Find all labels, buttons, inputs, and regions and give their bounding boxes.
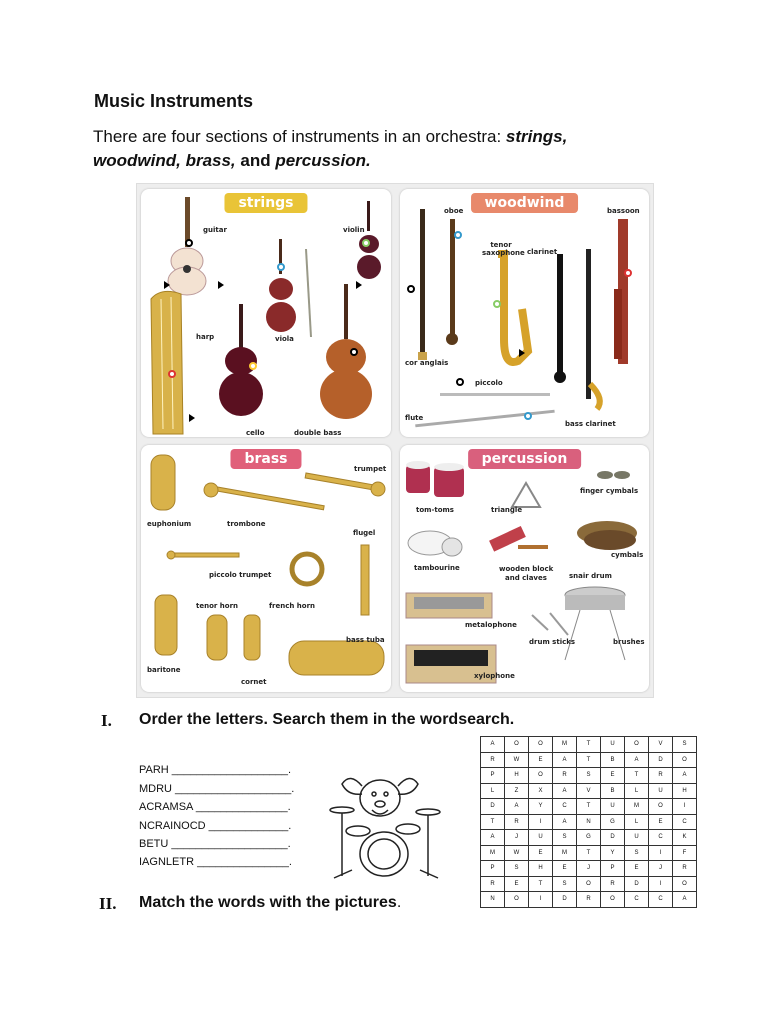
wordsearch-cell[interactable]: E [529, 752, 553, 768]
wordsearch-cell[interactable]: A [625, 752, 649, 768]
strings-panel [141, 189, 391, 437]
strings-tag: strings [224, 193, 307, 213]
wordsearch-cell[interactable]: A [673, 768, 697, 784]
wordsearch-cell[interactable]: I [649, 845, 673, 861]
label-bass-tuba: bass tuba [346, 636, 385, 644]
viola-image [266, 239, 311, 337]
wordsearch-cell[interactable]: U [601, 799, 625, 815]
wordsearch-cell[interactable]: S [673, 737, 697, 753]
label-tenor-saxophone: tenor saxophone [482, 241, 525, 257]
label-bass-clarinet: bass clarinet [565, 420, 616, 428]
double-bass-image [320, 284, 372, 419]
triangle-image [512, 483, 540, 507]
brass-panel [141, 445, 391, 692]
wordsearch-cell[interactable]: H [529, 861, 553, 877]
tenor-horn-image [207, 615, 227, 660]
wordsearch-cell[interactable]: M [553, 845, 577, 861]
wordsearch-cell[interactable]: R [577, 892, 601, 908]
wordsearch-cell[interactable]: A [481, 737, 505, 753]
woodwind-tag: woodwind [471, 193, 579, 213]
cello-image [219, 304, 263, 416]
wordsearch-cell[interactable]: E [601, 768, 625, 784]
wordsearch-cell[interactable]: R [673, 861, 697, 877]
baritone-image [155, 595, 177, 655]
intro-brass: brass, [185, 151, 236, 170]
wordsearch-grid [480, 736, 697, 908]
wordsearch-cell[interactable]: O [529, 768, 553, 784]
label-snair-drum: snair drum [569, 572, 612, 580]
wordsearch-row [481, 892, 697, 908]
wordsearch-cell[interactable]: P [481, 861, 505, 877]
scrambled-word: IAGNLETR _______________. [139, 856, 292, 868]
scrambled-word: NCRAINOCD _____________. [139, 820, 292, 832]
wordsearch-row [481, 752, 697, 768]
wordsearch-cell[interactable]: J [577, 861, 601, 877]
woodwind-illustrations [400, 189, 649, 437]
drum-sticks-image [532, 613, 568, 635]
scrambled-word: BETU ___________________. [139, 838, 291, 850]
label-bassoon: bassoon [607, 207, 640, 215]
wordsearch-cell[interactable]: V [577, 783, 601, 799]
wordsearch-cell[interactable]: G [577, 830, 601, 846]
brass-illustrations [141, 445, 391, 692]
label-tambourine: tambourine [414, 564, 460, 572]
snare-drum-image [565, 587, 625, 660]
trombone-image [204, 483, 324, 510]
exercise-1-text: Order the letters. Search them in the wordsearch. [139, 711, 515, 728]
label-tenor-horn: tenor horn [196, 602, 239, 610]
wordsearch-cell[interactable]: D [649, 752, 673, 768]
wordsearch-cell[interactable]: I [529, 892, 553, 908]
intro-percussion: percussion. [275, 151, 371, 170]
woodwind-panel [400, 189, 649, 437]
wordsearch-cell[interactable]: Z [505, 783, 529, 799]
label-flute: flute [405, 414, 424, 422]
wordsearch-cell[interactable]: M [481, 845, 505, 861]
wordsearch-row [481, 783, 697, 799]
wordsearch-cell[interactable]: J [505, 830, 529, 846]
tenor-saxophone-image [498, 254, 528, 362]
wordsearch-cell[interactable]: W [505, 752, 529, 768]
intro-sentence: There are four sections of instruments in an orchestra: [93, 127, 506, 146]
wordsearch-cell[interactable]: T [577, 845, 601, 861]
wordsearch-cell[interactable]: A [553, 814, 577, 830]
exercise-1-number: I. [101, 711, 112, 730]
exercise-2-label: Match the words with the pictures [139, 894, 397, 911]
wordsearch-cell[interactable]: J [649, 861, 673, 877]
exercise-2-number: II. [99, 894, 117, 913]
clarinet-image [554, 254, 566, 383]
wordsearch-cell[interactable]: E [505, 876, 529, 892]
wordsearch-cell[interactable]: R [481, 752, 505, 768]
wordsearch-cell[interactable]: N [577, 814, 601, 830]
wordsearch-cell[interactable]: I [649, 876, 673, 892]
label-double-bass: double bass [294, 429, 342, 437]
label-viola: viola [275, 335, 294, 343]
french-horn-image [292, 554, 322, 584]
label-drum-sticks: drum sticks [529, 638, 576, 646]
wordsearch-cell[interactable]: C [625, 892, 649, 908]
scrambled-word: ACRAMSA _______________. [139, 801, 291, 813]
label-piccolo: piccolo [475, 379, 503, 387]
wordsearch-cell[interactable]: I [673, 799, 697, 815]
wordsearch-cell[interactable]: S [553, 830, 577, 846]
oboe-image [418, 209, 427, 360]
wordsearch-cell[interactable]: L [625, 783, 649, 799]
wordsearch-cell[interactable]: G [601, 814, 625, 830]
label-triangle: triangle [491, 506, 523, 514]
wordsearch-cell[interactable]: S [625, 845, 649, 861]
bass-tuba-image [289, 641, 384, 675]
wordsearch-cell[interactable]: S [505, 861, 529, 877]
wordsearch-cell[interactable]: T [529, 876, 553, 892]
label-cornet: cornet [241, 678, 267, 686]
brass-tag: brass [230, 449, 301, 469]
wordsearch-cell[interactable]: C [649, 830, 673, 846]
label-guitar: guitar [203, 226, 227, 234]
trumpet-image [305, 473, 385, 496]
exercise-2-period: . [396, 894, 402, 911]
wordsearch-cell[interactable]: N [481, 892, 505, 908]
wordsearch-cell[interactable]: X [529, 783, 553, 799]
flugel-image [361, 545, 369, 615]
wordsearch-cell[interactable]: Y [601, 845, 625, 861]
label-cello: cello [246, 429, 265, 437]
label-wooden-block: wooden block [499, 565, 554, 573]
scrambled-word: PARH ___________________. [139, 764, 292, 776]
wooden-block-image [489, 526, 548, 552]
bass-clarinet-image [586, 249, 600, 409]
wordsearch-cell[interactable]: D [553, 892, 577, 908]
wordsearch-cell[interactable]: P [481, 768, 505, 784]
wordsearch-cell[interactable]: E [529, 845, 553, 861]
wordsearch-cell[interactable]: R [481, 876, 505, 892]
wordsearch-cell[interactable]: U [625, 830, 649, 846]
drummer-dog-illustration [328, 766, 448, 886]
percussion-tag: percussion [468, 449, 582, 469]
label-clarinet: clarinet [527, 248, 558, 256]
wordsearch-cell[interactable]: E [553, 861, 577, 877]
label-cor-anglais: cor anglais [405, 359, 449, 367]
piccolo-trumpet-image [167, 551, 239, 559]
page-title: Music Instruments [94, 91, 254, 111]
wordsearch-cell[interactable]: B [601, 783, 625, 799]
tambourine-image [408, 531, 462, 556]
wordsearch-cell[interactable]: P [601, 861, 625, 877]
label-flugel: flugel [353, 529, 376, 537]
wordsearch-cell[interactable]: A [505, 799, 529, 815]
wordsearch-cell[interactable]: S [577, 768, 601, 784]
wordsearch-cell[interactable]: O [673, 876, 697, 892]
wordsearch-cell[interactable]: A [553, 783, 577, 799]
label-euphonium: euphonium [147, 520, 192, 528]
wordsearch-row [481, 814, 697, 830]
wordsearch-cell[interactable]: B [601, 752, 625, 768]
wordsearch-cell[interactable]: R [649, 768, 673, 784]
label-trombone: trombone [227, 520, 266, 528]
wordsearch-cell[interactable]: Y [529, 799, 553, 815]
wordsearch-cell[interactable]: T [625, 768, 649, 784]
harp-image [151, 291, 183, 434]
wordsearch-cell[interactable]: D [601, 830, 625, 846]
wordsearch-cell[interactable]: C [673, 814, 697, 830]
label-brushes: brushes [613, 638, 645, 646]
wordsearch-cell[interactable]: O [529, 737, 553, 753]
wordsearch-cell[interactable]: A [481, 830, 505, 846]
wordsearch-cell[interactable]: O [505, 892, 529, 908]
wordsearch-cell[interactable]: W [505, 845, 529, 861]
label-trumpet: trumpet [354, 465, 387, 473]
guitar-image [168, 197, 206, 295]
violin-image [357, 201, 381, 279]
wordsearch-cell[interactable]: O [601, 892, 625, 908]
intro-and: and [235, 151, 276, 170]
wordsearch-cell[interactable]: A [553, 752, 577, 768]
label-metalophone: metalophone [465, 621, 517, 629]
wordsearch-cell[interactable]: M [625, 799, 649, 815]
wordsearch-cell[interactable]: L [481, 783, 505, 799]
wordsearch-cell[interactable]: F [673, 845, 697, 861]
wordsearch-cell[interactable]: T [481, 814, 505, 830]
label-baritone: baritone [147, 666, 181, 674]
wordsearch-cell[interactable]: K [673, 830, 697, 846]
label-violin: violin [343, 226, 365, 234]
wordsearch-cell[interactable]: E [625, 861, 649, 877]
wordsearch-cell[interactable]: R [553, 768, 577, 784]
intro-text [93, 125, 653, 173]
label-harp: harp [196, 333, 215, 341]
wordsearch-cell[interactable]: T [577, 737, 601, 753]
wordsearch-cell[interactable]: M [553, 737, 577, 753]
intro-strings: strings, [505, 127, 568, 146]
cornet-image [244, 615, 260, 660]
bassoon-image [614, 219, 628, 364]
wordsearch-cell[interactable]: T [577, 799, 601, 815]
wordsearch-cell[interactable]: H [673, 783, 697, 799]
percussion-panel [400, 445, 649, 692]
flute-image [415, 410, 555, 428]
orchestra-poster [136, 183, 654, 698]
label-and-claves: and claves [505, 574, 547, 582]
exercise-2-text [139, 894, 401, 912]
scrambled-word: MDRU ___________________. [139, 783, 295, 795]
label-tom-toms: tom-toms [416, 506, 454, 514]
wordsearch-cell[interactable]: O [577, 876, 601, 892]
intro-woodwind: woodwind, [93, 151, 181, 170]
wordsearch-cell[interactable]: O [505, 737, 529, 753]
wordsearch-cell[interactable]: H [505, 768, 529, 784]
wordsearch-cell[interactable]: E [649, 814, 673, 830]
wordsearch-cell[interactable]: U [601, 737, 625, 753]
wordsearch-row [481, 799, 697, 815]
finger-cymbals-image [597, 471, 630, 479]
wordsearch-row [481, 737, 697, 753]
wordsearch-cell[interactable]: U [649, 783, 673, 799]
euphonium-image [151, 455, 175, 510]
wordsearch-row [481, 830, 697, 846]
wordsearch-cell[interactable]: C [553, 799, 577, 815]
wordsearch-cell[interactable]: O [649, 799, 673, 815]
wordsearch-cell[interactable]: R [601, 876, 625, 892]
wordsearch-cell[interactable]: V [649, 737, 673, 753]
wordsearch-cell[interactable]: A [673, 892, 697, 908]
wordsearch-cell[interactable]: L [625, 814, 649, 830]
cymbals-image [577, 521, 637, 550]
wordsearch-cell[interactable]: O [673, 752, 697, 768]
metalophone-image [406, 593, 492, 618]
wordsearch-cell[interactable]: S [553, 876, 577, 892]
wordsearch-cell[interactable]: U [529, 830, 553, 846]
tom-toms-image [406, 461, 464, 497]
wordsearch-cell[interactable]: T [577, 752, 601, 768]
wordsearch-row [481, 845, 697, 861]
wordsearch-cell[interactable]: I [529, 814, 553, 830]
wordsearch-cell[interactable]: R [505, 814, 529, 830]
wordsearch-cell[interactable]: O [625, 737, 649, 753]
label-french-horn: french horn [269, 602, 316, 610]
label-finger-cymbals: finger cymbals [580, 487, 639, 495]
wordsearch-cell[interactable]: D [481, 799, 505, 815]
label-cymbals: cymbals [611, 551, 644, 559]
wordsearch-row [481, 861, 697, 877]
wordsearch-cell[interactable]: C [649, 892, 673, 908]
wordsearch-row [481, 768, 697, 784]
wordsearch-row [481, 876, 697, 892]
wordsearch-cell[interactable]: D [625, 876, 649, 892]
label-oboe: oboe [444, 207, 464, 215]
label-piccolo-trumpet: piccolo trumpet [209, 571, 272, 579]
label-xylophone: xylophone [474, 672, 515, 680]
piccolo-image [440, 393, 550, 396]
